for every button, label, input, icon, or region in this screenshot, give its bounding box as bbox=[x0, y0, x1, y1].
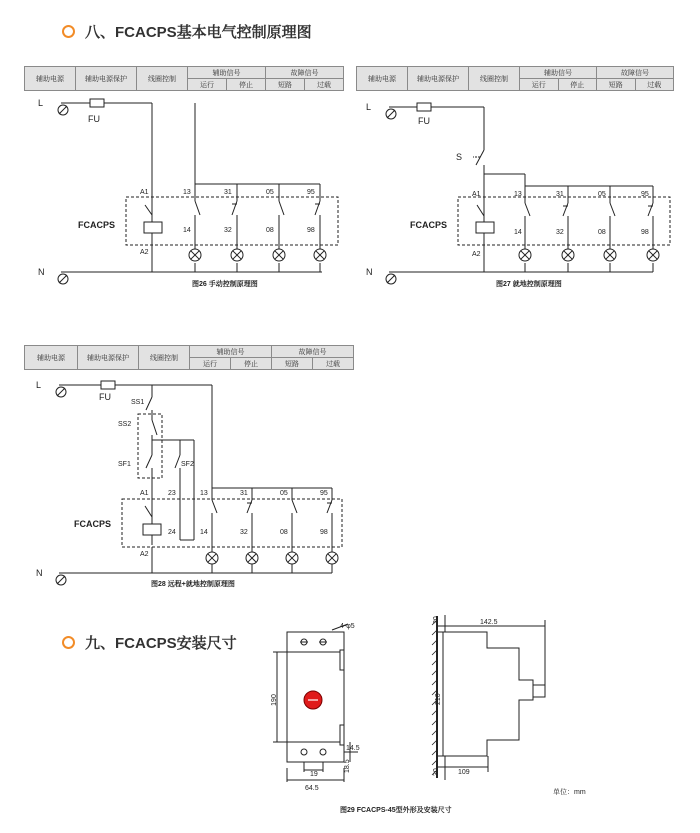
lamp-stop-icon bbox=[231, 249, 243, 261]
label-98: 98 bbox=[320, 529, 328, 536]
header-power-protect: 辅助电源保护 bbox=[76, 67, 137, 91]
terminal-L-icon bbox=[386, 109, 396, 119]
header-overload: 过载 bbox=[635, 79, 674, 91]
label-L: L bbox=[366, 102, 372, 112]
lamp-stop-icon bbox=[246, 552, 258, 564]
label-A2: A2 bbox=[140, 249, 149, 256]
label-A1: A1 bbox=[140, 490, 149, 497]
label-24: 24 bbox=[168, 529, 176, 536]
lamp-run-icon bbox=[189, 249, 201, 261]
terminal-L-icon bbox=[58, 105, 68, 115]
header-short: 短路 bbox=[597, 79, 636, 91]
header-power: 辅助电源 bbox=[25, 67, 76, 91]
label-14: 14 bbox=[514, 229, 522, 236]
dim-210: 210 bbox=[435, 693, 442, 705]
lamp-overload-icon bbox=[326, 552, 338, 564]
label-L: L bbox=[38, 98, 44, 108]
label-SF2: SF2 bbox=[181, 461, 194, 468]
label-A2: A2 bbox=[140, 551, 149, 558]
dim-30-top: 30 bbox=[433, 616, 440, 624]
label-32: 32 bbox=[240, 529, 248, 536]
terminal-N-icon bbox=[58, 274, 68, 284]
lamp-overload-icon bbox=[647, 249, 659, 261]
label-32: 32 bbox=[224, 227, 232, 234]
header-stop: 停止 bbox=[558, 79, 597, 91]
header-fault-signal: 故障信号 bbox=[272, 346, 354, 358]
label-98: 98 bbox=[641, 229, 649, 236]
dim-109: 109 bbox=[458, 769, 470, 776]
label-13: 13 bbox=[183, 189, 191, 196]
header-power-protect: 辅助电源保护 bbox=[78, 346, 139, 370]
label-23: 23 bbox=[168, 490, 176, 497]
dim-64-5: 64.5 bbox=[305, 785, 319, 792]
label-L: L bbox=[36, 380, 42, 390]
dim-142-5: 142.5 bbox=[480, 619, 498, 626]
fig28-diagram bbox=[56, 381, 342, 585]
label-98: 98 bbox=[307, 227, 315, 234]
label-N: N bbox=[36, 568, 43, 578]
label-13: 13 bbox=[514, 191, 522, 198]
caption-fig26: 图26 手动控制原理图 bbox=[192, 281, 258, 288]
header-short: 短路 bbox=[272, 358, 313, 370]
label-14: 14 bbox=[200, 529, 208, 536]
label-FU: FU bbox=[99, 392, 111, 402]
label-08: 08 bbox=[598, 229, 606, 236]
section-9-title-text: 九、FCACPS安装尺寸 bbox=[85, 635, 237, 652]
section-9-title bbox=[62, 632, 237, 653]
header-aux-signal: 辅助信号 bbox=[188, 67, 266, 79]
label-SS1: SS1 bbox=[131, 399, 145, 406]
label-FCACPS: FCACPS bbox=[78, 220, 116, 230]
header-coil: 线圈控制 bbox=[139, 346, 190, 370]
terminal-N-icon bbox=[386, 274, 396, 284]
header-overload: 过载 bbox=[305, 79, 344, 91]
label-95: 95 bbox=[641, 191, 649, 198]
lamp-run-icon bbox=[519, 249, 531, 261]
bullet-ring-icon bbox=[62, 636, 75, 649]
label-31: 31 bbox=[224, 189, 232, 196]
lamp-overload-icon bbox=[314, 249, 326, 261]
header-run: 运行 bbox=[190, 358, 231, 370]
label-05: 05 bbox=[598, 191, 606, 198]
terminal-L-icon bbox=[56, 387, 66, 397]
dim-hole: 4-φ5 bbox=[340, 623, 355, 630]
header-fault-signal: 故障信号 bbox=[266, 67, 344, 79]
label-08: 08 bbox=[266, 227, 274, 234]
label-FCACPS: FCACPS bbox=[74, 519, 112, 529]
header-short: 短路 bbox=[266, 79, 305, 91]
label-A1: A1 bbox=[472, 191, 481, 198]
header-power: 辅助电源 bbox=[357, 67, 408, 91]
lamp-short-icon bbox=[604, 249, 616, 261]
dim-19: 19 bbox=[310, 771, 318, 778]
header-aux-signal: 辅助信号 bbox=[190, 346, 272, 358]
label-05: 05 bbox=[280, 490, 288, 497]
side-view-drawing bbox=[432, 615, 545, 780]
lamp-short-icon bbox=[273, 249, 285, 261]
lamp-stop-icon bbox=[562, 249, 574, 261]
header-power-protect: 辅助电源保护 bbox=[408, 67, 469, 91]
caption-fig29: 图29 FCACPS-45型外形及安装尺寸 bbox=[340, 807, 452, 814]
label-A1: A1 bbox=[140, 189, 149, 196]
label-08: 08 bbox=[280, 529, 288, 536]
header-run: 运行 bbox=[188, 79, 227, 91]
label-SS2: SS2 bbox=[118, 421, 132, 428]
terminal-N-icon bbox=[56, 575, 66, 585]
label-FU: FU bbox=[418, 116, 430, 126]
header-power: 辅助电源 bbox=[25, 346, 78, 370]
lamp-short-icon bbox=[286, 552, 298, 564]
lamp-run-icon bbox=[206, 552, 218, 564]
header-fault-signal: 故障信号 bbox=[597, 67, 674, 79]
dim-18-5: 18.5 bbox=[344, 759, 351, 773]
label-N: N bbox=[38, 267, 45, 277]
label-A2: A2 bbox=[472, 251, 481, 258]
header-overload: 过载 bbox=[313, 358, 354, 370]
label-N: N bbox=[366, 267, 373, 277]
label-95: 95 bbox=[320, 490, 328, 497]
unit-label: 单位：mm bbox=[553, 789, 586, 796]
label-SF1: SF1 bbox=[118, 461, 131, 468]
header-aux-signal: 辅助信号 bbox=[520, 67, 597, 79]
label-13: 13 bbox=[200, 490, 208, 497]
label-14: 14 bbox=[183, 227, 191, 234]
dim-30-bottom: 30 bbox=[433, 768, 440, 776]
header-coil: 线圈控制 bbox=[469, 67, 520, 91]
label-FU: FU bbox=[88, 114, 100, 124]
header-stop: 停止 bbox=[231, 358, 272, 370]
header-coil: 线圈控制 bbox=[137, 67, 188, 91]
caption-fig28: 图28 远程+就地控制原理图 bbox=[151, 581, 235, 588]
label-FCACPS: FCACPS bbox=[410, 220, 448, 230]
label-95: 95 bbox=[307, 189, 315, 196]
label-S: S bbox=[456, 152, 463, 162]
label-31: 31 bbox=[240, 490, 248, 497]
label-32: 32 bbox=[556, 229, 564, 236]
header-stop: 停止 bbox=[227, 79, 266, 91]
label-31: 31 bbox=[556, 191, 564, 198]
dim-14-5: 14.5 bbox=[346, 745, 360, 752]
caption-fig27: 图27 就地控制原理图 bbox=[496, 281, 562, 288]
dim-190: 190 bbox=[271, 694, 278, 706]
label-05: 05 bbox=[266, 189, 274, 196]
header-run: 运行 bbox=[520, 79, 559, 91]
section-8-title-text: 八、FCACPS基本电气控制原理图 bbox=[85, 24, 312, 41]
